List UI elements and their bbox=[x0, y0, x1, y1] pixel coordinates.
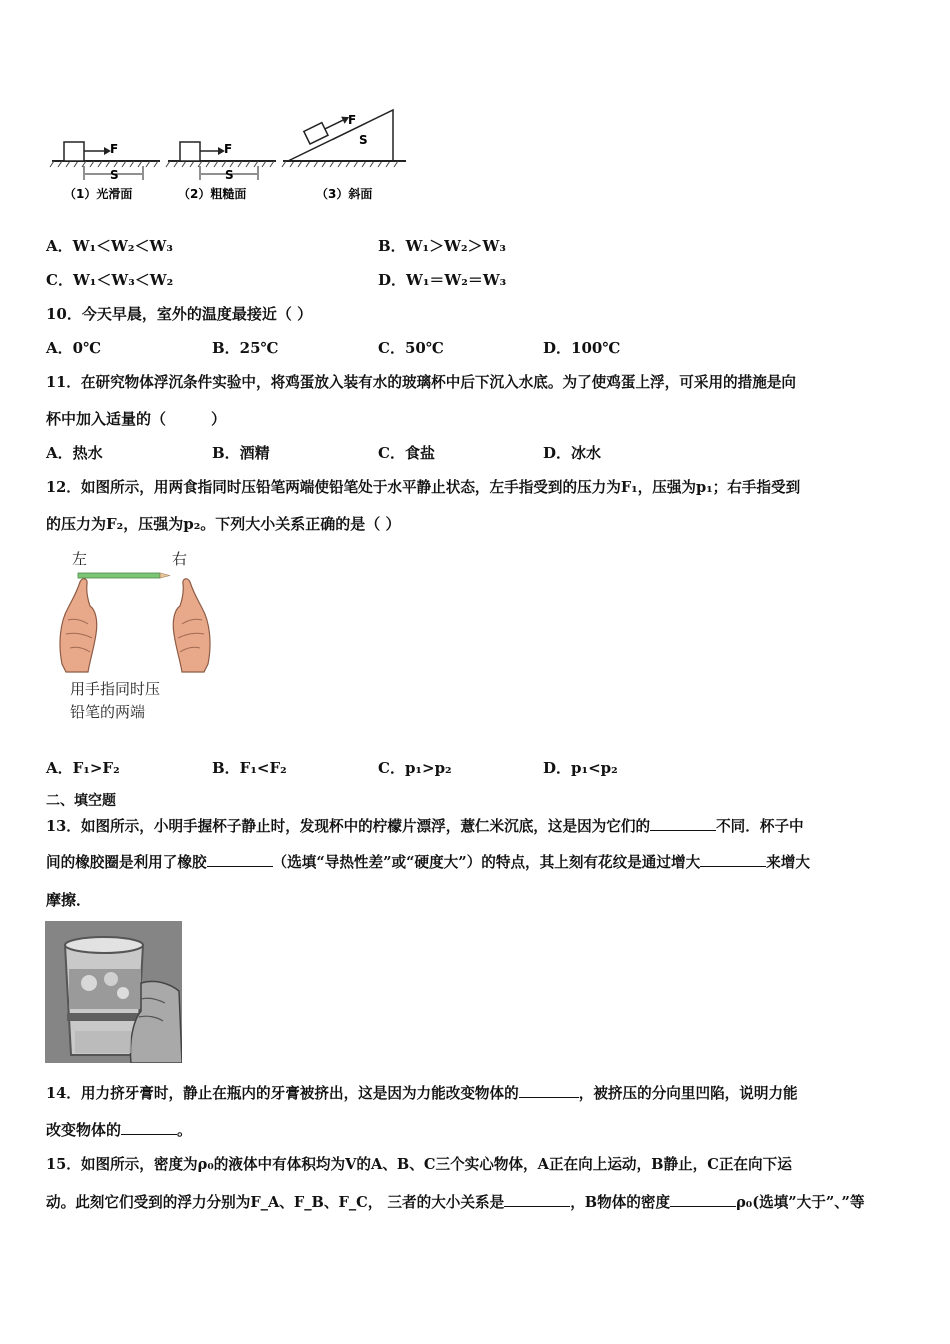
distance-label: S bbox=[110, 168, 119, 182]
figure-caption-line2: 铅笔的两端 bbox=[70, 703, 146, 721]
diagram-rough-surface bbox=[166, 142, 276, 182]
diagram-smooth-surface bbox=[50, 142, 160, 182]
q14-line1 bbox=[46, 1083, 798, 1104]
force-label: F bbox=[224, 142, 233, 156]
caption-smooth: （1）光滑面 bbox=[64, 187, 133, 201]
q10-stem: 10．今天早晨，室外的温度最接近（ ） bbox=[46, 305, 313, 323]
q13-blank-2[interactable] bbox=[207, 852, 273, 867]
figure-caption-line1: 用手指同时压 bbox=[70, 680, 161, 698]
pencil-press-figure bbox=[56, 546, 216, 726]
q12-stem-line1: 12．如图所示，用两食指同时压铅笔两端使铅笔处于水平静止状态，左手指受到的压力为F₁，压强为p₁；右手指受到 bbox=[46, 479, 801, 496]
q12-option-b: B．F₁<F₂ bbox=[212, 759, 287, 777]
q9-option-b: B．W₁＞W₂＞W₃ bbox=[378, 237, 506, 255]
force-label: F bbox=[110, 142, 119, 156]
q15-line2-text: 动。此刻它们受到的浮力分别为F_A、F_B、F_C， 三者的大小关系是 bbox=[46, 1194, 505, 1211]
distance-label: S bbox=[359, 133, 368, 147]
caption-rough: （2）粗糙面 bbox=[178, 187, 247, 201]
q11-option-d: D．冰水 bbox=[543, 444, 602, 462]
q11-stem-line2: 杯中加入适量的（ ） bbox=[46, 410, 227, 428]
q9-option-d: D．W₁＝W₂＝W₃ bbox=[378, 271, 507, 289]
q13-line1-text: 13．如图所示，小明手握杯子静止时，发现杯中的柠檬片漂浮，薏仁米沉底，这是因为它们的 bbox=[46, 818, 651, 835]
q11-option-c: C．食盐 bbox=[378, 444, 435, 462]
q15-line1: 15．如图所示，密度为ρ₀的液体中有体积均为V的A、B、C三个实心物体，A正在向上运动，B静止，C正在向下运 bbox=[46, 1156, 792, 1173]
left-label: 左 bbox=[72, 550, 88, 568]
q14-line2-text: 改变物体的 bbox=[46, 1121, 122, 1139]
q15-blank-2[interactable] bbox=[670, 1192, 736, 1207]
q12-stem-line2: 的压力为F₂，压强为p₂。下列大小关系正确的是（ ） bbox=[46, 515, 401, 533]
work-comparison-figure bbox=[48, 104, 420, 204]
q15-line2-mid: ，B物体的密度 bbox=[570, 1194, 671, 1211]
cup-photo bbox=[45, 921, 182, 1063]
q14-line2 bbox=[46, 1120, 192, 1140]
q10-option-d: D．100℃ bbox=[543, 339, 621, 357]
q14-line1-end: ，被挤压的分向里凹陷，说明力能 bbox=[578, 1085, 798, 1102]
distance-label: S bbox=[225, 168, 234, 182]
q13-line2-end: 来增大 bbox=[766, 854, 810, 871]
q12-option-d: D．p₁<p₂ bbox=[543, 759, 618, 777]
q11-option-b: B．酒精 bbox=[212, 444, 270, 462]
q15-blank-1[interactable] bbox=[504, 1192, 570, 1207]
force-label: F bbox=[348, 113, 357, 127]
q13-line2-mid: （选填“导热性差”或“硬度大”）的特点，其上刻有花纹是通过增大 bbox=[272, 854, 701, 871]
q13-line3: 摩擦． bbox=[46, 891, 92, 909]
section-title: 二、填空题 bbox=[46, 793, 116, 809]
q10-option-c: C．50℃ bbox=[378, 339, 444, 357]
q13-blank-1[interactable] bbox=[650, 816, 716, 831]
q11-option-a: A．热水 bbox=[46, 444, 103, 462]
q9-option-a: A．W₁＜W₂＜W₃ bbox=[46, 237, 173, 255]
q15-line2 bbox=[46, 1192, 865, 1213]
q14-blank-1[interactable] bbox=[519, 1083, 579, 1098]
q14-line2-end: 。 bbox=[177, 1121, 193, 1139]
diagram-incline bbox=[282, 105, 406, 167]
q12-option-c: C．p₁>p₂ bbox=[378, 759, 452, 777]
q13-line1 bbox=[46, 816, 804, 837]
q10-option-b: B．25℃ bbox=[212, 339, 279, 357]
q12-option-a: A．F₁>F₂ bbox=[46, 759, 120, 777]
caption-incline: （3）斜面 bbox=[316, 187, 373, 201]
q13-line2-text: 间的橡胶圈是利用了橡胶 bbox=[46, 854, 207, 871]
right-label: 右 bbox=[172, 550, 188, 568]
q10-option-a: A．0℃ bbox=[46, 339, 102, 357]
q15-line2-end: ρ₀(选填”大于”、”等 bbox=[736, 1194, 865, 1211]
q13-blank-3[interactable] bbox=[700, 852, 766, 867]
q14-line1-text: 14．用力挤牙膏时，静止在瓶内的牙膏被挤出，这是因为力能改变物体的 bbox=[46, 1085, 519, 1102]
hands-pencil-illustration bbox=[56, 564, 216, 676]
q13-line2 bbox=[46, 852, 810, 873]
q11-stem-line1: 11．在研究物体浮沉条件实验中，将鸡蛋放入装有水的玻璃杯中后下沉入水底。为了使鸡蛋上浮，可采用的措施是向 bbox=[46, 374, 797, 391]
q9-option-c: C．W₁＜W₃＜W₂ bbox=[46, 271, 174, 289]
q14-blank-2[interactable] bbox=[121, 1120, 177, 1135]
q13-line1-end: 不同．杯子中 bbox=[716, 818, 804, 835]
